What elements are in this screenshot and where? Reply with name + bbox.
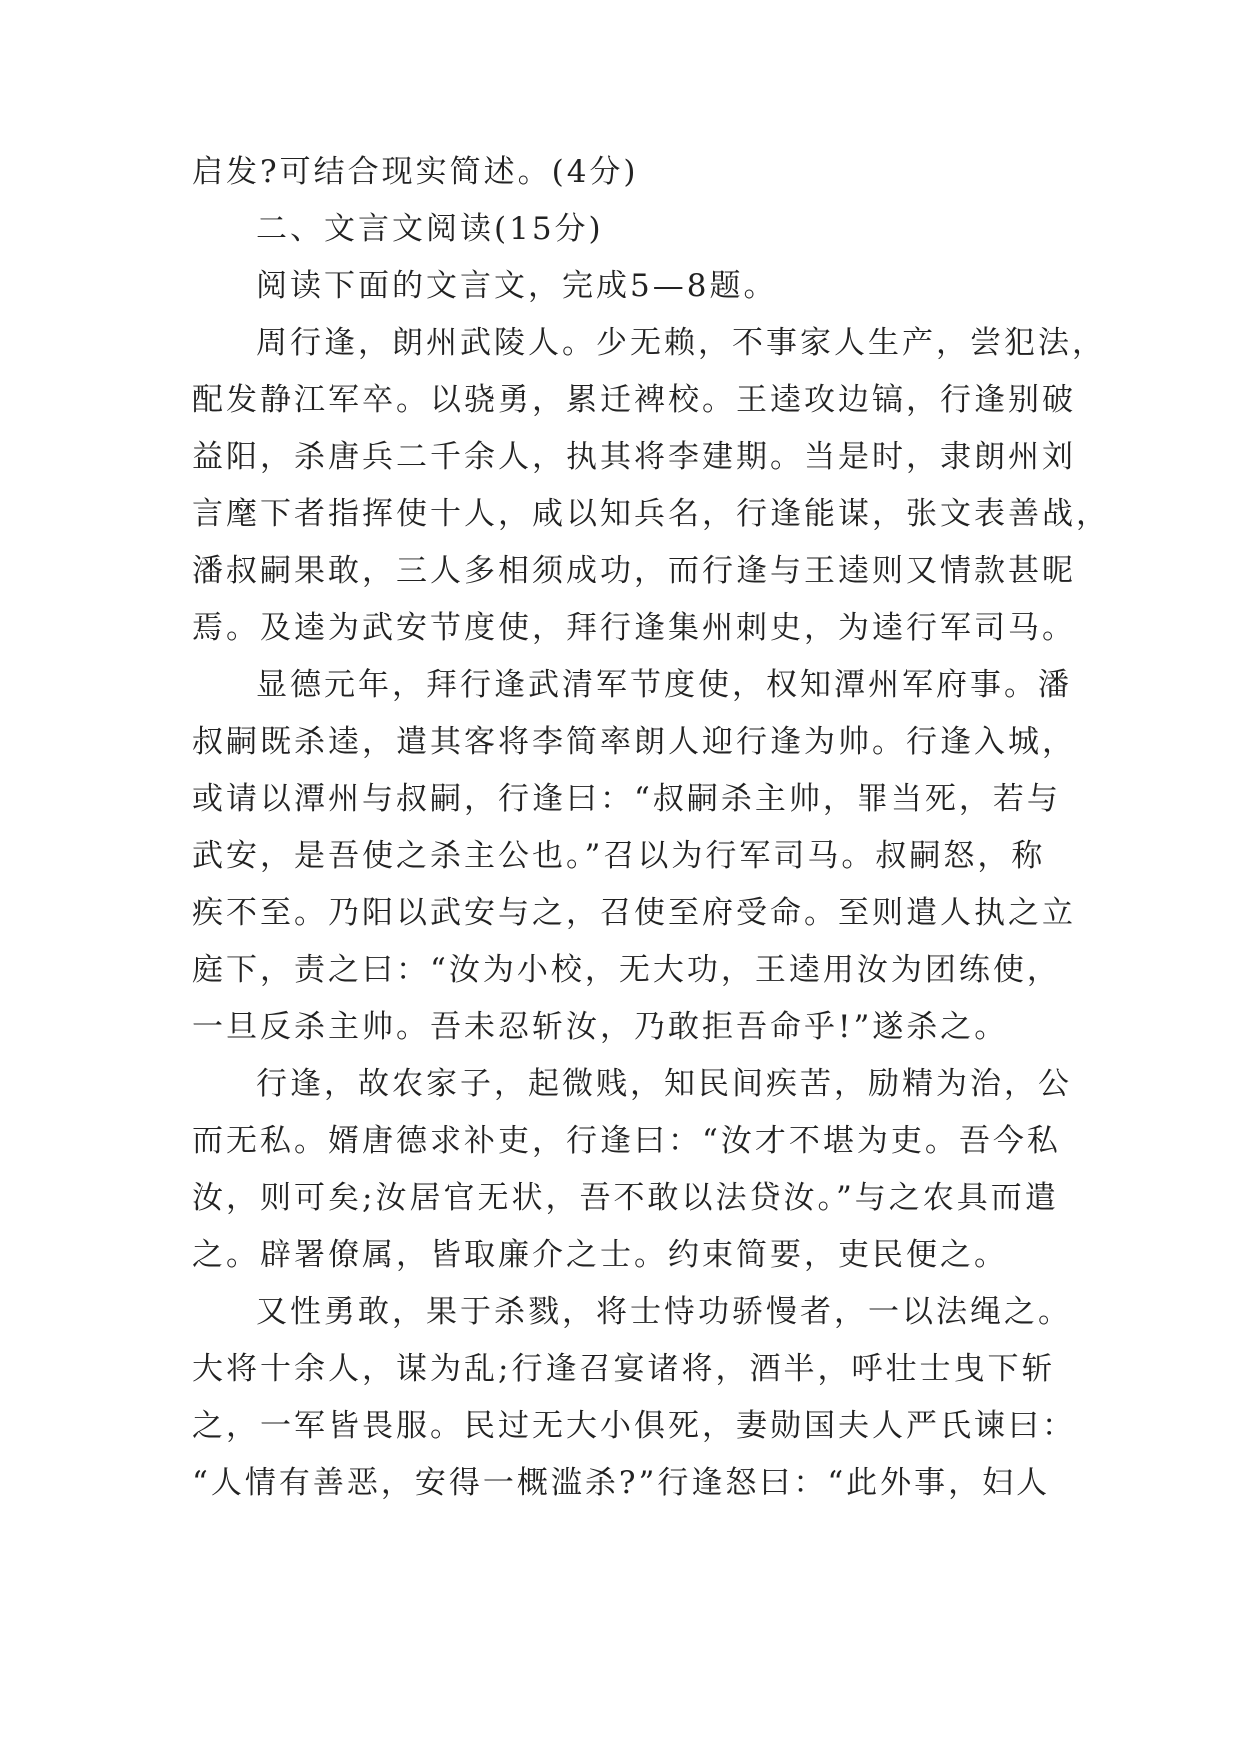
text-line: 行逢，故农家子，起微贱，知民间疾苦，励精为治，公 — [256, 1066, 1072, 1102]
section-heading: 二、文言文阅读(15分) — [256, 211, 604, 247]
text-line: 而无私。婿唐德求补吏，行逢曰：“汝才不堪为吏。吾今私 — [192, 1123, 1061, 1159]
text-line: 武安，是吾使之杀主公也。”召以为行军司马。叔嗣怒，称 — [192, 838, 1046, 874]
text-line: 一旦反杀主帅。吾未忍斩汝，乃敢拒吾命乎!”遂杀之。 — [192, 1009, 1009, 1045]
text-line: 言麾下者指挥使十人，咸以知兵名，行逢能谋，张文表善战， — [192, 496, 1110, 532]
text-line: 汝，则可矣;汝居官无状，吾不敢以法贷汝。”与之农具而遣 — [192, 1180, 1059, 1216]
text-line: 显德元年，拜行逢武清军节度使，权知潭州军府事。潘 — [256, 667, 1072, 703]
text-line: 潘叔嗣果敢，三人多相须成功，而行逢与王逵则又情款甚昵 — [192, 553, 1076, 589]
text-line: 又性勇敢，果于杀戮，将士恃功骄慢者，一以法绳之。 — [256, 1294, 1072, 1330]
text-line: 焉。及逵为武安节度使，拜行逢集州刺史，为逵行军司马。 — [192, 610, 1076, 646]
text-line: 之。辟署僚属，皆取廉介之士。约束简要，吏民便之。 — [192, 1237, 1008, 1273]
instruction-line: 阅读下面的文言文，完成5—8题。 — [256, 268, 778, 304]
text-line: 之，一军皆畏服。民过无大小俱死，妻勋国夫人严氏谏曰： — [192, 1408, 1076, 1444]
text-line: 启发?可结合现实简述。(4分) — [192, 154, 639, 190]
text-line: 配发静江军卒。以骁勇，累迁裨校。王逵攻边镐，行逢别破 — [192, 382, 1076, 418]
text-line: 大将十余人，谋为乱;行逢召宴诸将，酒半，呼壮士曳下斩 — [192, 1351, 1056, 1387]
text-line: “人情有善恶，安得一概滥杀?”行逢怒曰：“此外事，妇人 — [192, 1465, 1051, 1501]
text-line: 叔嗣既杀逵，遣其客将李简率朗人迎行逢为帅。行逢入城， — [192, 724, 1076, 760]
text-line: 疾不至。乃阳以武安与之，召使至府受命。至则遣人执之立 — [192, 895, 1076, 931]
text-line: 周行逢，朗州武陵人。少无赖，不事家人生产，尝犯法， — [256, 325, 1106, 361]
text-line: 益阳，杀唐兵二千余人，执其将李建期。当是时，隶朗州刘 — [192, 439, 1076, 475]
text-line: 或请以潭州与叔嗣，行逢曰：“叔嗣杀主帅，罪当死，若与 — [192, 781, 1061, 817]
text-line: 庭下，责之曰：“汝为小校，无大功，王逵用汝为团练使， — [192, 952, 1061, 988]
